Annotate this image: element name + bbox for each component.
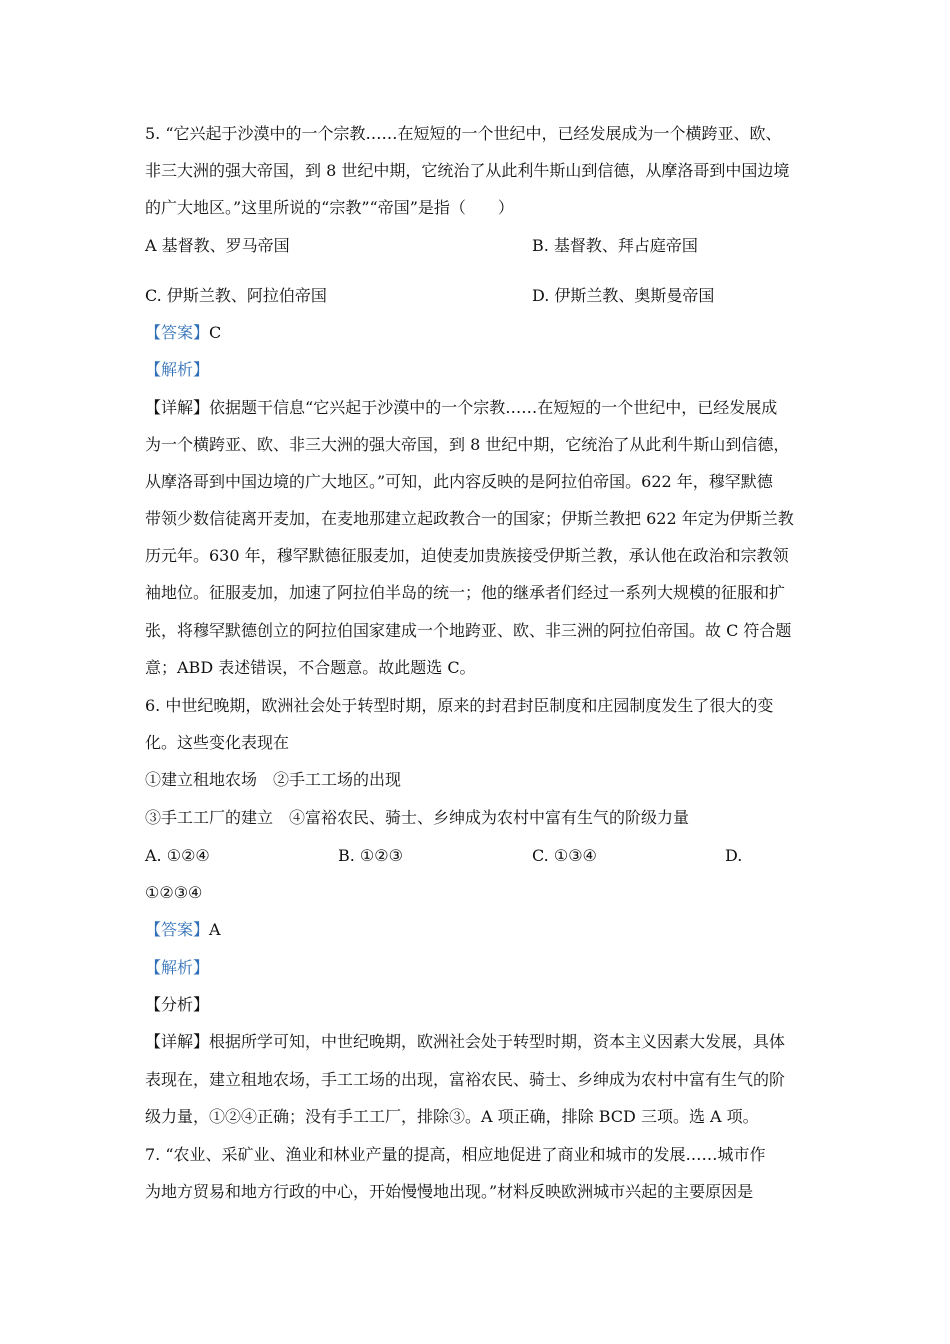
q5-detail-line-4: 带领少数信徒离开麦加，在麦地那建立起政教合一的国家；伊斯兰教把 622 年定为伊斯兰教: [145, 509, 794, 528]
q5-stem-line-3: 的广大地区。”这里所说的“宗教”“帝国”是指（ ）: [145, 198, 514, 217]
answer-tag: 【答案】: [145, 920, 210, 939]
q5-detail-line-6: 袖地位。征服麦加，加速了阿拉伯半岛的统一；他的继承者们经过一系列大规模的征服和扩: [145, 583, 786, 602]
q7-stem-line-2: 为地方贸易和地方行政的中心，开始慢慢地出现。”材料反映欧洲城市兴起的主要原因是: [145, 1182, 754, 1201]
q5-option-c: C. 伊斯兰教、阿拉伯帝国: [145, 286, 327, 305]
q6-detail-line-1: [145, 1032, 785, 1052]
q5-detail-line-1: [145, 398, 777, 418]
q6-option-b: B. ①②③: [338, 846, 403, 865]
q5-answer: [145, 323, 221, 343]
detail-tag: 【详解】: [145, 398, 210, 417]
q5-detail-line-2: 为一个横跨亚、欧、非三大洲的强大帝国，到 8 世纪中期，它统治了从此利牛斯山到信德，: [145, 435, 790, 454]
q5-stem-line-1: 5. “它兴起于沙漠中的一个宗教……在短短的一个世纪中，已经发展成为一个横跨亚、欧、: [145, 124, 782, 143]
q7-stem-line-1: 7. “农业、采矿业、渔业和林业产量的提高，相应地促进了商业和城市的发展……城市作: [145, 1145, 766, 1164]
q6-fenxi-tag: 【分析】: [145, 995, 210, 1014]
q6-stem-line-3: ①建立租地农场 ②手工工场的出现: [145, 770, 402, 789]
q6-detail-line-2: 表现在，建立租地农场，手工工场的出现，富裕农民、骑士、乡绅成为农村中富有生气的阶: [145, 1070, 786, 1089]
detail-text: 根据所学可知，中世纪晚期，欧洲社会处于转型时期，资本主义因素大发展，具体: [209, 1032, 786, 1051]
q6-stem-line-1: 6. 中世纪晚期，欧洲社会处于转型时期，原来的封君封臣制度和庄园制度发生了很大的变: [145, 696, 774, 715]
answer-value: A: [209, 920, 221, 939]
q5-option-a: A 基督教、罗马帝国: [145, 236, 290, 255]
q6-stem-line-2: 化。这些变化表现在: [145, 733, 290, 752]
detail-tag: 【详解】: [145, 1032, 210, 1051]
answer-value: C: [209, 323, 222, 342]
q6-analysis-tag: 【解析】: [145, 958, 210, 977]
detail-text: 依据题干信息“它兴起于沙漠中的一个宗教……在短短的一个世纪中，已经发展成: [209, 398, 778, 417]
q6-option-d-cont: ①②③④: [145, 883, 203, 902]
q6-option-c: C. ①③④: [532, 846, 597, 865]
q5-option-d: D. 伊斯兰教、奥斯曼帝国: [532, 286, 715, 305]
q6-answer: [145, 920, 221, 940]
q6-detail-line-3: 级力量，①②④正确；没有手工工厂，排除③。A 项正确，排除 BCD 三项。选 A 项。: [145, 1107, 759, 1126]
q5-detail-line-8: 意；ABD 表述错误，不合题意。故此题选 C。: [145, 658, 476, 677]
q5-detail-line-5: 历元年。630 年，穆罕默德征服麦加，迫使麦加贵族接受伊斯兰教，承认他在政治和宗教领: [145, 546, 789, 565]
q6-stem-line-4: ③手工工厂的建立 ④富裕农民、骑士、乡绅成为农村中富有生气的阶级力量: [145, 808, 690, 827]
q6-option-d: D.: [725, 846, 743, 865]
q6-option-a: A. ①②④: [145, 846, 210, 865]
q5-stem-line-2: 非三大洲的强大帝国，到 8 世纪中期，它统治了从此利牛斯山到信德，从摩洛哥到中国边境: [145, 161, 790, 180]
q5-detail-line-3: 从摩洛哥到中国边境的广大地区。”可知，此内容反映的是阿拉伯帝国。622 年，穆罕默德: [145, 472, 773, 491]
q5-option-b: B. 基督教、拜占庭帝国: [532, 236, 698, 255]
q5-analysis-tag: 【解析】: [145, 360, 210, 379]
q5-detail-line-7: 张，将穆罕默德创立的阿拉伯国家建成一个地跨亚、欧、非三洲的阿拉伯帝国。故 C 符合题: [145, 621, 792, 640]
answer-tag: 【答案】: [145, 323, 210, 342]
